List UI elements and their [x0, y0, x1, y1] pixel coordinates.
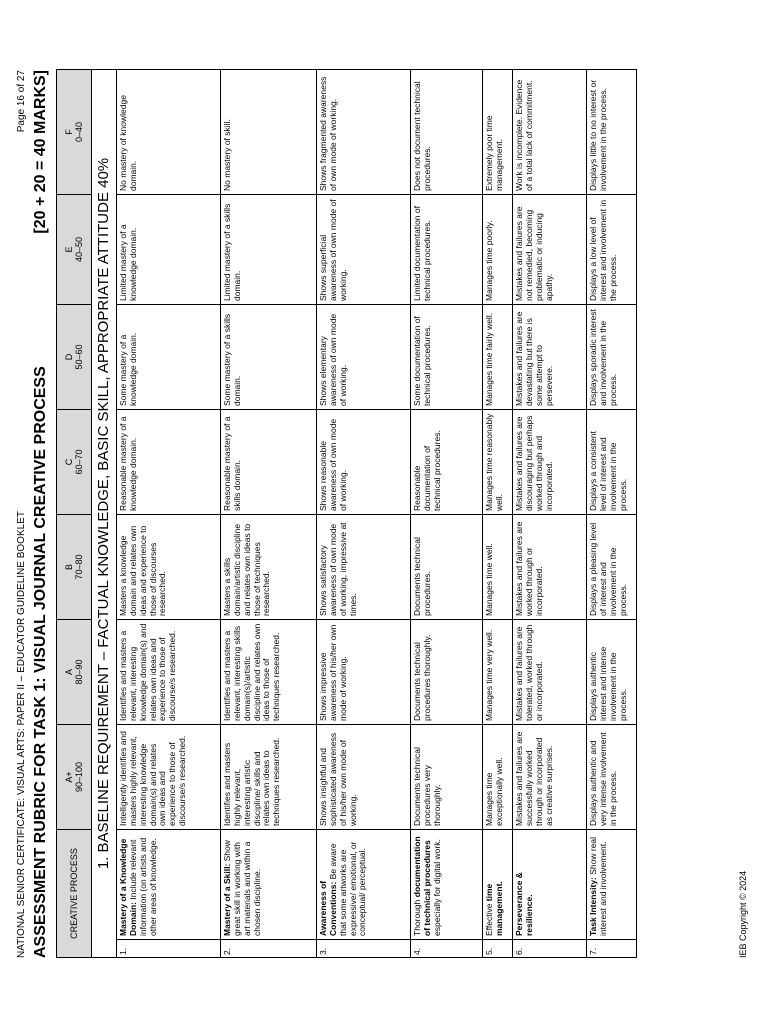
descriptor-cell: Some mastery of a skills domain.: [221, 304, 317, 409]
row-number: 4.: [411, 940, 483, 958]
descriptor-cell: Manages time exceptionally well.: [483, 724, 513, 829]
descriptor-cell: Reasonable documentation of technical procedures.: [411, 409, 483, 514]
table-row: [221, 69, 317, 957]
descriptor-cell: Displays sporadic interest and involvement in the process.: [587, 304, 637, 409]
descriptor-cell: Limited mastery of a knowledge domain.: [117, 194, 221, 304]
criterion-cell: Effective time management.: [483, 829, 513, 939]
descriptor-cell: Mistakes and failures are not remedied, becoming problematic or inducing apathy.: [513, 194, 587, 304]
header-grade-f: F 0–40: [57, 69, 92, 194]
row-number: 1.: [117, 940, 221, 958]
descriptor-cell: Mistakes and failures are successfully worked through or incorporated as creative surprises.: [513, 724, 587, 829]
descriptor-cell: Manages time poorly.: [483, 194, 513, 304]
descriptor-cell: Identifies and masters a relevant, interesting skills domain(s)/artistic discipline and relates own ideas to those of techniques researched.: [221, 619, 317, 724]
header-grade-a: A 80–90: [57, 619, 92, 724]
descriptor-cell: Masters a skills domain/artistic discipline and relates own ideas to those of techniques researched.: [221, 514, 317, 619]
table-row: [587, 69, 637, 957]
row-number: 5.: [483, 940, 513, 958]
descriptor-cell: Identifies and masters a relevant, interesting knowledge domain(s) and relates own ideas and experience to those of discourse/s researched.: [117, 619, 221, 724]
descriptor-cell: Manages time well.: [483, 514, 513, 619]
descriptor-cell: Masters a knowledge domain and relates own ideas and experience to those of discourses researched.: [117, 514, 221, 619]
descriptor-cell: Mistakes and failures are worked through or incorporated.: [513, 514, 587, 619]
running-header: [16, 64, 30, 964]
rubric-title: ASSESSMENT RUBRIC FOR TASK 1: VISUAL JOURNAL CREATIVE PROCESS: [32, 366, 49, 958]
header-grade-c: C 60–70: [57, 409, 92, 514]
header-grade-d: D 50–60: [57, 304, 92, 409]
descriptor-cell: Some mastery of a knowledge domain.: [117, 304, 221, 409]
page-number: Page 16 of 27: [16, 70, 27, 133]
header-left: NATIONAL SENIOR CERTIFICATE: VISUAL ARTS: PAPER II – EDUCATOR GUIDELINE BOOKLET: [16, 511, 27, 958]
descriptor-cell: Displays little to no interest or involvement in the process.: [587, 69, 637, 194]
descriptor-cell: Documents technical procedures very thoroughly.: [411, 724, 483, 829]
row-number: 7.: [587, 940, 637, 958]
section-heading-row: [92, 69, 117, 957]
descriptor-cell: Work is incomplete. Evidence of a total lack of commitment.: [513, 69, 587, 194]
descriptor-cell: Identifies and masters highly relevant, interesting artistic discipline/ skills and relates own ideas to techniques researched.: [221, 724, 317, 829]
descriptor-cell: Extremely poor time management.: [483, 69, 513, 194]
descriptor-cell: Does not document technical procedures.: [411, 69, 483, 194]
descriptor-cell: Reasonable mastery of a knowledge domain.: [117, 409, 221, 514]
descriptor-cell: Manages time very well.: [483, 619, 513, 724]
row-number: 6.: [513, 940, 587, 958]
header-creative-process: CREATIVE PROCESS: [57, 829, 92, 957]
header-grade-e: E 40–50: [57, 194, 92, 304]
descriptor-cell: Displays authentic and very intense involvement in the process.: [587, 724, 637, 829]
descriptor-cell: Mistakes and failures are discouraging but perhaps worked through and incorporated.: [513, 409, 587, 514]
descriptor-cell: Shows insightful and sophisticated awareness of his/her own mode of working.: [317, 724, 411, 829]
rotated-page: [16, 64, 752, 964]
document-title: [32, 64, 52, 964]
descriptor-cell: Displays a consistent level of interest and involvement in the process.: [587, 409, 637, 514]
descriptor-cell: Shows fragmented awareness of own mode of working.: [317, 69, 411, 194]
copyright-footer: IEB Copyright © 2024: [738, 870, 748, 958]
criterion-cell: Awareness of Conventions: Be aware that some artworks are expressive/ emotional, or conceptual/ perceptual.: [317, 829, 411, 939]
descriptor-cell: Mistakes and failures are devastating but there is some attempt to persevere.: [513, 304, 587, 409]
descriptor-cell: Shows reasonable awareness of own mode of working.: [317, 409, 411, 514]
marks-total: [20 + 20 = 40 MARKS]: [32, 70, 49, 234]
table-row: [411, 69, 483, 957]
descriptor-cell: Documents technical procedures.: [411, 514, 483, 619]
descriptor-cell: Displays a low level of interest and involvement in the process.: [587, 194, 637, 304]
descriptor-cell: Shows satisfactory awareness of own mode of working, impressive at times.: [317, 514, 411, 619]
descriptor-cell: No mastery of knowledge domain.: [117, 69, 221, 194]
descriptor-cell: Reasonable mastery of a skills domain.: [221, 409, 317, 514]
descriptor-cell: Displays authentic interest and intense involvement in the process.: [587, 619, 637, 724]
descriptor-cell: Manages time reasonably well.: [483, 409, 513, 514]
descriptor-cell: Displays a pleasing level of interest and involvement in the process.: [587, 514, 637, 619]
criterion-cell: Mastery of a Skill: Show great skill in working with art materials and within a chosen discipline.: [221, 829, 317, 939]
assessment-rubric-table: [56, 69, 637, 958]
header-grade-b: B 70–80: [57, 514, 92, 619]
descriptor-cell: Mistakes and failures are tolerated, worked through or incorporated.: [513, 619, 587, 724]
table-header-row: [57, 69, 92, 957]
descriptor-cell: Some documentation of technical procedures.: [411, 304, 483, 409]
table-row: [483, 69, 513, 957]
descriptor-cell: Documents technical procedures thoroughly.: [411, 619, 483, 724]
descriptor-cell: Shows impressive awareness of his/her own mode of working.: [317, 619, 411, 724]
descriptor-cell: Manages time fairly well.: [483, 304, 513, 409]
descriptor-cell: Limited mastery of a skills domain.: [221, 194, 317, 304]
descriptor-cell: Limited documentation of technical procedures.: [411, 194, 483, 304]
criterion-cell: Mastery of a Knowledge Domain: Include relevant information (on artists and other areas of knowledge.: [117, 829, 221, 939]
table-row: [117, 69, 221, 957]
section-heading: 1. BASELINE REQUIREMENT – FACTUAL KNOWLEDGE, BASIC SKILL, APPROPRIATE ATTITUDE 40%: [92, 69, 117, 957]
descriptor-cell: Shows superficial awareness of own mode of working.: [317, 194, 411, 304]
criterion-cell: Perseverance & resilience.: [513, 829, 587, 939]
table-row: [513, 69, 587, 957]
descriptor-cell: Intelligently identifies and masters highly relevant, interesting knowledge domain(s) and relates own ideas and experience to those of discourse/s researched.: [117, 724, 221, 829]
criterion-cell: Thorough documentation of technical procedures especially for digital work.: [411, 829, 483, 939]
criterion-cell: Task Intensity: Show real interest and involvement.: [587, 829, 637, 939]
row-number: 3.: [317, 940, 411, 958]
header-grade-a-plus: A+ 90–100: [57, 724, 92, 829]
table-row: [317, 69, 411, 957]
row-number: 2.: [221, 940, 317, 958]
descriptor-cell: Shows elementary awareness of own mode of working.: [317, 304, 411, 409]
descriptor-cell: No mastery of skill.: [221, 69, 317, 194]
